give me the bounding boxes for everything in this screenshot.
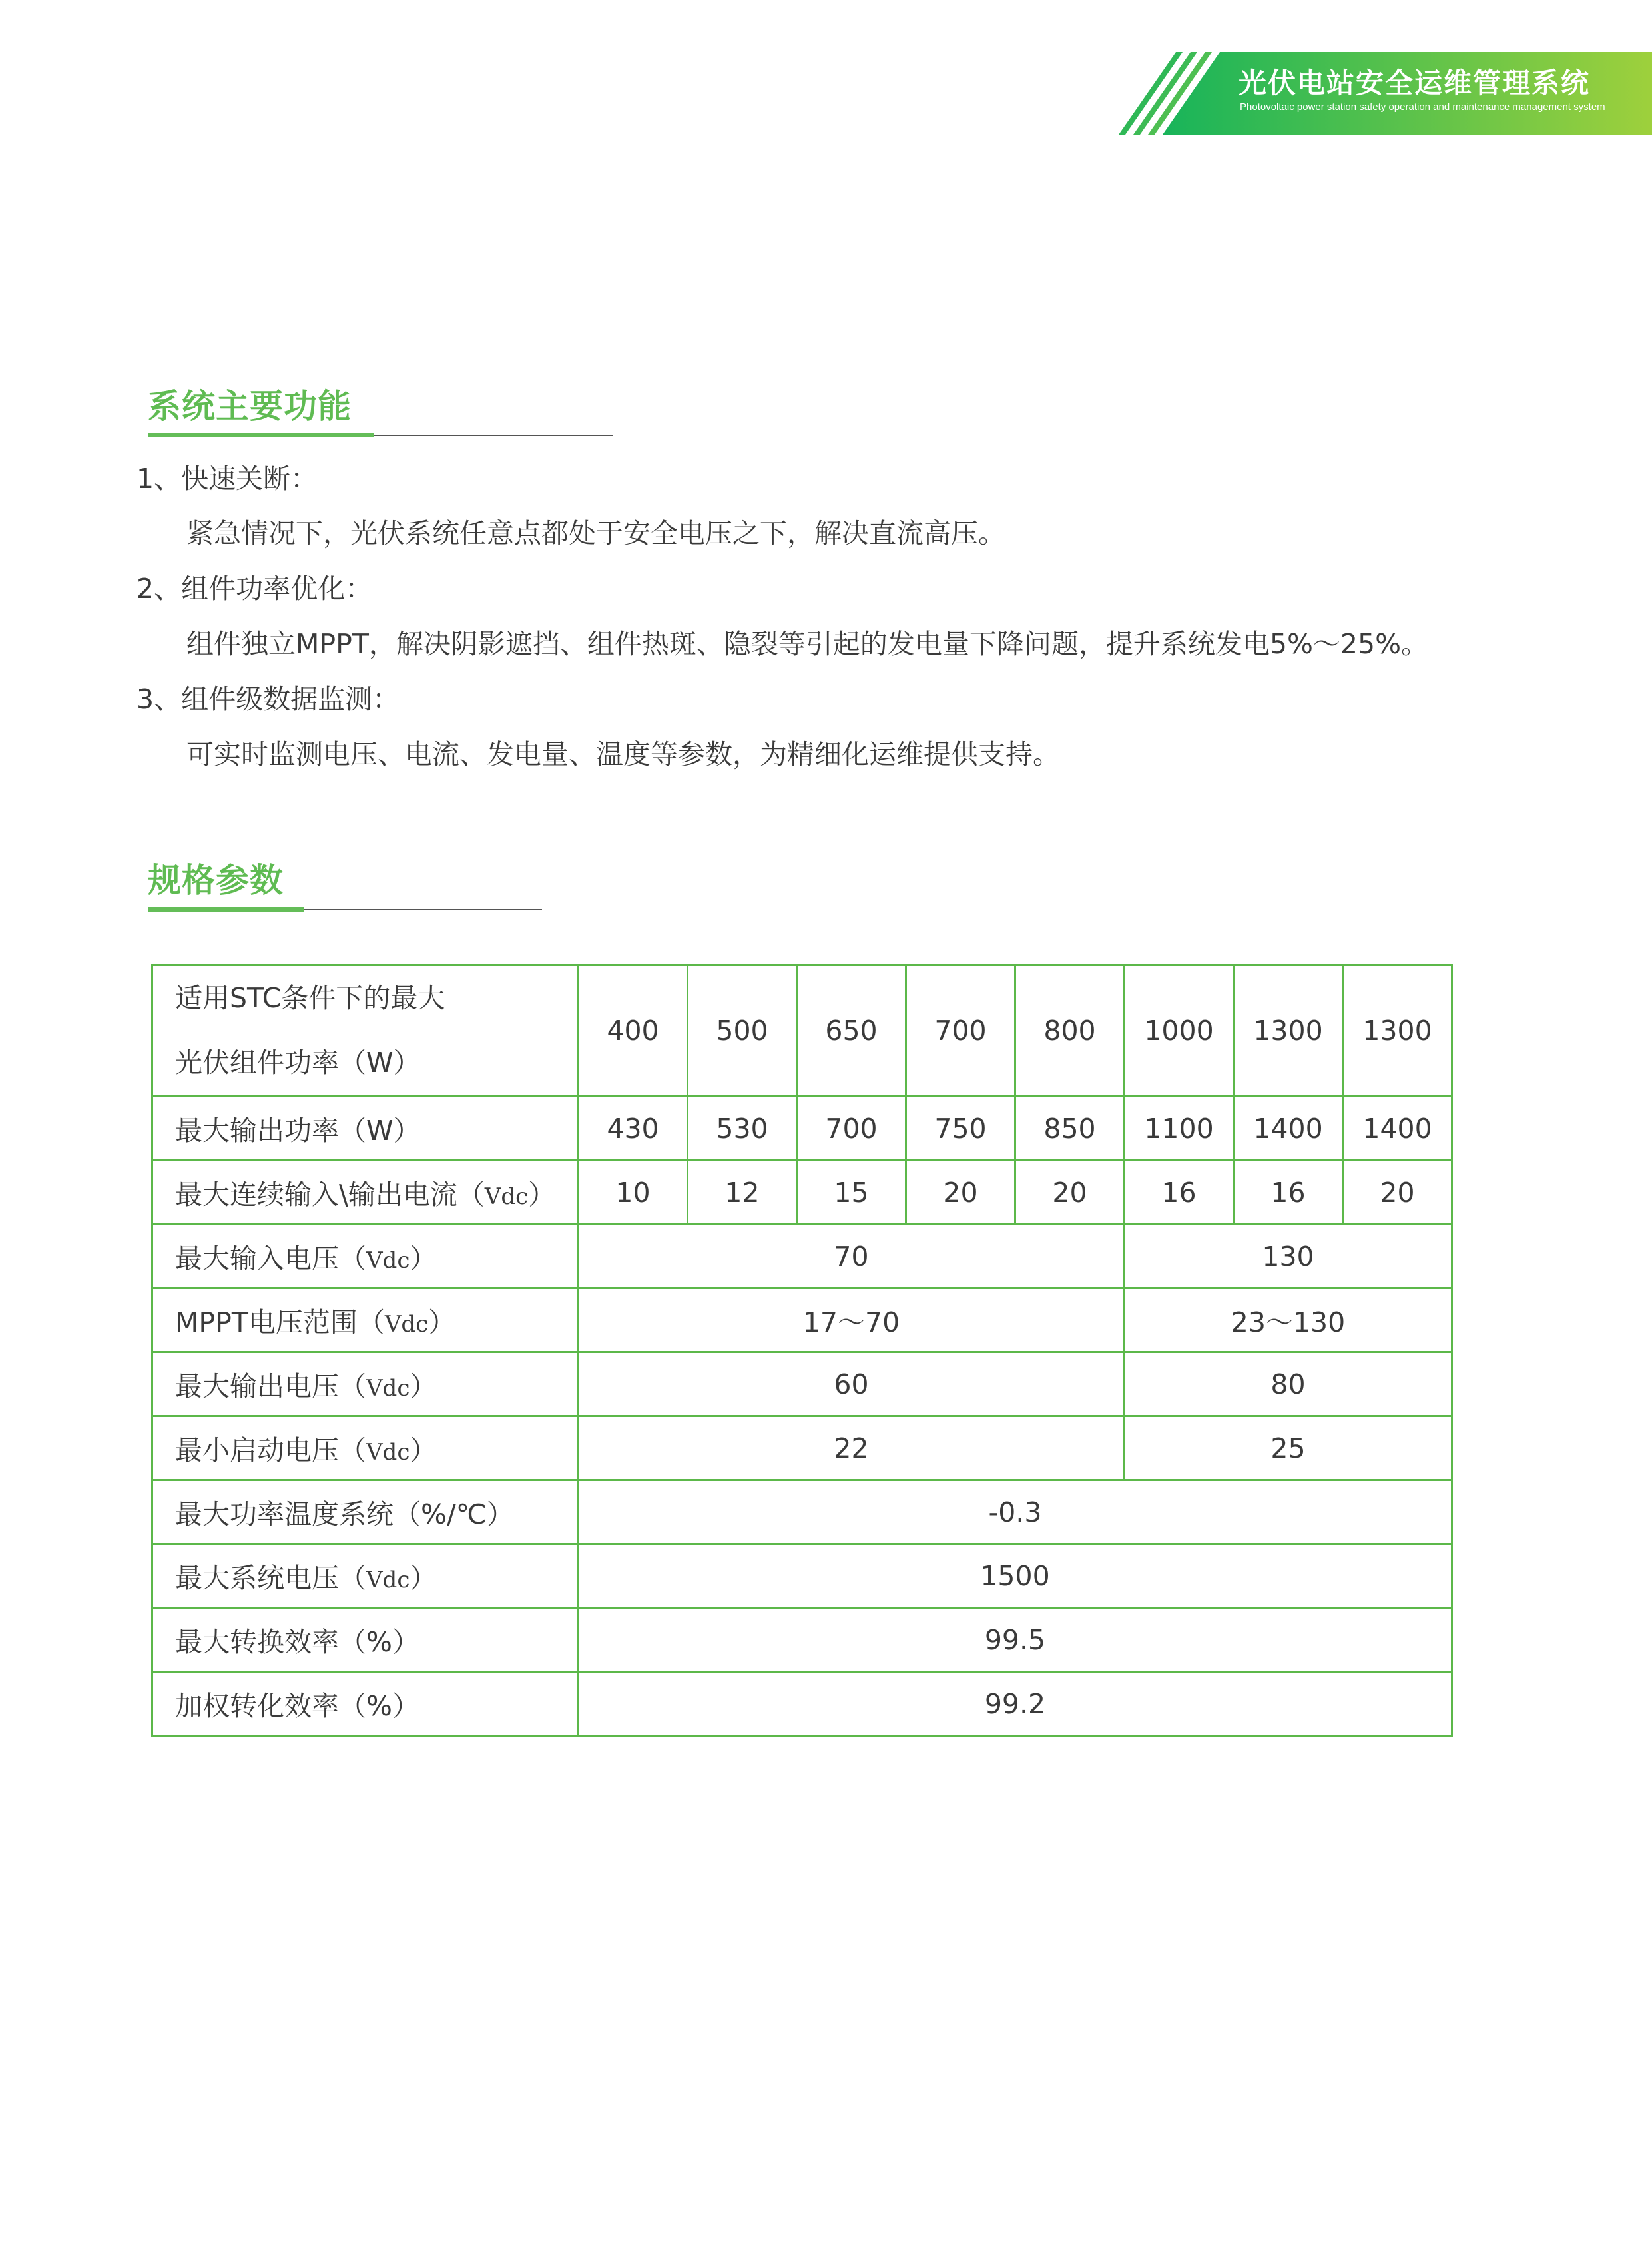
spec-cell: 20: [1343, 1161, 1452, 1225]
spec-label-end: ）: [410, 1434, 437, 1466]
features-title-accent-rule: [148, 433, 374, 437]
spec-label-line2: 光伏组件功率（W）: [175, 1047, 421, 1079]
spec-cell: 800: [1015, 966, 1125, 1097]
spec-row-max-efficiency: [152, 1608, 1452, 1672]
spec-label: 最大转换效率（%）: [152, 1608, 579, 1672]
spec-row-max-output-voltage: [152, 1352, 1452, 1416]
spec-cell: 16: [1125, 1161, 1234, 1225]
spec-cell: 850: [1015, 1097, 1125, 1161]
spec-label: [152, 1288, 579, 1352]
spec-unit: Vdc: [366, 1567, 410, 1593]
spec-cell-right: 25: [1125, 1416, 1452, 1480]
feature-1-text: 紧急情况下，光伏系统任意点都处于安全电压之下，解决直流高压。: [186, 517, 1005, 549]
spec-label: 最大输出功率（W）: [152, 1097, 579, 1161]
spec-label: [152, 1544, 579, 1608]
spec-cell: 1000: [1125, 966, 1234, 1097]
spec-cell: 1300: [1234, 966, 1343, 1097]
spec-row-max-system-voltage: [152, 1544, 1452, 1608]
specs-title-accent-rule: [148, 907, 304, 912]
spec-row-mppt-range: [152, 1288, 1452, 1352]
spec-label-text: 最大连续输入\输出电流（: [175, 1179, 485, 1211]
spec-row-min-start-voltage: [152, 1416, 1452, 1480]
feature-3-heading: 3、组件级数据监测：: [137, 683, 400, 715]
spec-cell-right: 23～130: [1125, 1288, 1452, 1352]
spec-cell: 12: [688, 1161, 797, 1225]
header-subtitle: Photovoltaic power station safety operation and maintenance management system: [1240, 101, 1605, 113]
spec-label-line1: 适用STC条件下的最大: [175, 982, 445, 1014]
spec-row-stc-power: [152, 966, 1452, 1097]
spec-cell: 700: [906, 966, 1015, 1097]
spec-label-text: 最大输入电压（: [175, 1243, 366, 1274]
spec-label-end: ）: [410, 1243, 437, 1274]
feature-2-text: 组件独立MPPT，解决阴影遮挡、组件热斑、隐裂等引起的发电量下降问题，提升系统发电5%～25%。: [186, 628, 1429, 660]
feature-1-heading: 1、快速关断：: [137, 463, 318, 495]
spec-label: [152, 1225, 579, 1288]
features-section-title: 系统主要功能: [148, 387, 352, 425]
spec-unit: Vdc: [366, 1375, 410, 1402]
feature-2-heading: 2、组件功率优化：: [137, 573, 373, 605]
spec-row-weighted-efficiency: [152, 1672, 1452, 1736]
spec-cell: 750: [906, 1097, 1015, 1161]
spec-unit: Vdc: [484, 1183, 529, 1210]
spec-label-text: 最大系统电压（: [175, 1562, 366, 1594]
spec-label: [152, 966, 579, 1097]
spec-cell-left: 22: [579, 1416, 1125, 1480]
spec-label: [152, 1161, 579, 1225]
spec-cell: 10: [579, 1161, 688, 1225]
spec-cell: 700: [797, 1097, 906, 1161]
spec-cell: 400: [579, 966, 688, 1097]
spec-unit: Vdc: [384, 1311, 429, 1338]
spec-cell-left: 17～70: [579, 1288, 1125, 1352]
spec-label-end: ）: [410, 1562, 437, 1594]
spec-cell-right: 80: [1125, 1352, 1452, 1416]
spec-cell: 430: [579, 1097, 688, 1161]
spec-label-text: MPPT电压范围（: [175, 1306, 385, 1338]
spec-cell-full: 99.2: [579, 1672, 1452, 1736]
spec-cell-left: 60: [579, 1352, 1125, 1416]
spec-row-max-output-power: [152, 1097, 1452, 1161]
spec-label-text: 最大输出电压（: [175, 1370, 366, 1402]
spec-cell: 20: [1015, 1161, 1125, 1225]
spec-label-end: ）: [410, 1370, 437, 1402]
specs-section-title: 规格参数: [148, 861, 284, 900]
spec-cell-right: 130: [1125, 1225, 1452, 1288]
header-title: 光伏电站安全运维管理系统: [1239, 67, 1591, 99]
spec-label: 加权转化效率（%）: [152, 1672, 579, 1736]
spec-cell-left: 70: [579, 1225, 1125, 1288]
spec-cell: 1300: [1343, 966, 1452, 1097]
spec-cell-full: 99.5: [579, 1608, 1452, 1672]
spec-cell: 20: [906, 1161, 1015, 1225]
spec-label: [152, 1352, 579, 1416]
spec-label-end: ）: [528, 1179, 556, 1211]
spec-cell: 1400: [1234, 1097, 1343, 1161]
spec-cell: 15: [797, 1161, 906, 1225]
spec-cell-full: 1500: [579, 1544, 1452, 1608]
spec-cell: 1100: [1125, 1097, 1234, 1161]
spec-label-text: 最小启动电压（: [175, 1434, 366, 1466]
spec-label-end: ）: [428, 1306, 456, 1338]
feature-3-text: 可实时监测电压、电流、发电量、温度等参数，为精细化运维提供支持。: [186, 738, 1060, 770]
spec-cell: 16: [1234, 1161, 1343, 1225]
spec-table: [151, 964, 1453, 1737]
spec-cell: 1400: [1343, 1097, 1452, 1161]
spec-label: [152, 1416, 579, 1480]
spec-row-temp-coefficient: [152, 1480, 1452, 1544]
spec-unit: Vdc: [366, 1247, 410, 1274]
spec-label: 最大功率温度系统（%/℃）: [152, 1480, 579, 1544]
spec-cell: 500: [688, 966, 797, 1097]
spec-row-max-current: [152, 1161, 1452, 1225]
spec-cell-full: -0.3: [579, 1480, 1452, 1544]
spec-unit: Vdc: [366, 1439, 410, 1466]
header-banner: [1119, 52, 1652, 135]
spec-cell: 650: [797, 966, 906, 1097]
spec-row-max-input-voltage: [152, 1225, 1452, 1288]
spec-cell: 530: [688, 1097, 797, 1161]
